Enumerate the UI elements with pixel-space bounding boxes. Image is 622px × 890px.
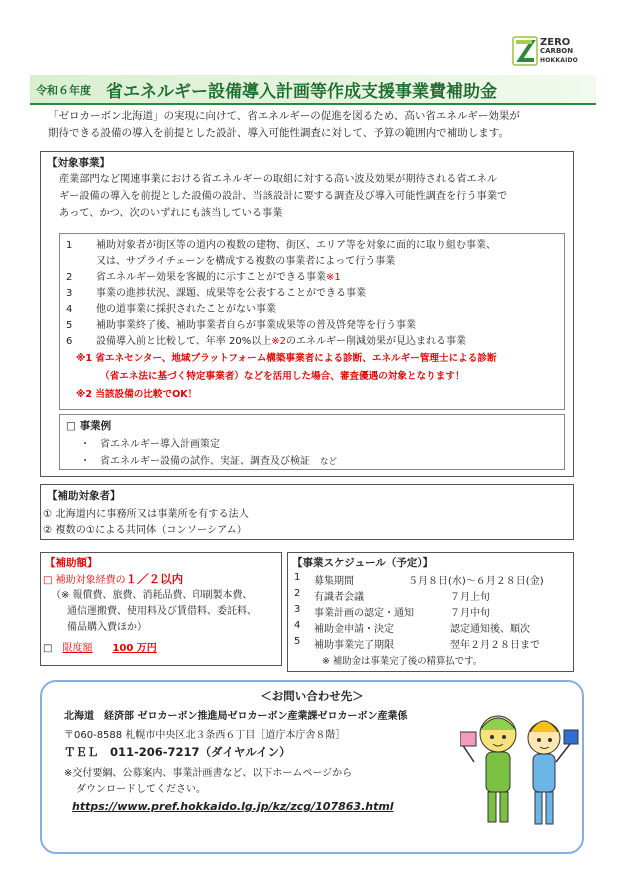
condition-text-wrap	[96, 334, 466, 350]
amount-rate-value: １／２以内	[125, 572, 184, 586]
amount-box	[40, 552, 282, 666]
example-item: ・ 省エネルギー設備の試作、実証、調査及び検証	[80, 456, 310, 467]
recipient-item: ① 北海道内に事務所又は事業所を有する法人	[43, 509, 249, 520]
recipients-box	[40, 484, 574, 540]
intro-line1: 「ゼロカーボン北海道」の実現に向けて、省エネルギーの促進を図るため、高い省エネルギー効果が	[48, 110, 520, 122]
mascot-illustration	[460, 692, 580, 847]
note-mark-1: ※1	[326, 272, 341, 283]
target-description	[59, 171, 571, 222]
example-item: ・ 省エネルギー導入計画策定	[80, 439, 220, 450]
contact-url-link[interactable]: https://www.pref.hokkaido.lg.jp/kz/zcg/107863.html	[72, 800, 394, 813]
schedule-heading: 【事業スケジュール（予定）】	[292, 557, 434, 569]
target-desc-line1: 産業部門など関連事業における省エネルギーの取組に対する高い波及効果が期待される省エネル	[59, 174, 498, 185]
condition-text: 事業の進捗状況、課題、成果等を公表することができる事業	[96, 288, 366, 299]
recipient-item: ② 複数の①による共同体（コンソーシアム）	[43, 525, 247, 536]
schedule-num: 3	[294, 604, 301, 615]
contact-phone: ＴＥＬ 011-206-7217（ダイヤルイン）	[64, 745, 291, 759]
condition-number: 5	[66, 320, 73, 331]
logo-line3: HOKKAIDO	[540, 57, 578, 64]
schedule-box	[287, 552, 574, 672]
zero-carbon-logo-icon	[512, 36, 538, 66]
contact-note-line1: ※交付要綱、公募案内、事業計画書など、以下ホームページから	[64, 768, 353, 779]
condition-text: 省エネルギー効果を客観的に示すことができる事業	[96, 272, 326, 283]
schedule-value: ５月８日(水)～６月２８日(金)	[408, 576, 544, 587]
schedule-note: ※ 補助金は事業完了後の精算払です。	[322, 656, 483, 667]
intro-line2: 期待できる設備の導入を前提とした設計、導入可能性調査に対して、予算の範囲内で補助します。	[48, 127, 509, 139]
amount-expenses-line3: 備品購入費ほか）	[67, 622, 147, 633]
schedule-label: 募集期間	[314, 576, 354, 587]
schedule-num: 1	[294, 572, 301, 583]
page-title: 省エネルギー設備導入計画等作成支援事業費補助金	[106, 82, 497, 102]
examples-heading: □ 事業例	[66, 420, 112, 432]
amount-rate-prefix: □ 補助対象経費の	[43, 575, 126, 586]
logo-line2: CARBON	[540, 47, 574, 55]
schedule-value: ７月上旬	[450, 592, 490, 603]
condition-text-wrap	[96, 270, 341, 286]
condition-text: 他の道事業に採択されたことがない事業	[96, 304, 276, 315]
schedule-num: 2	[294, 588, 301, 599]
title-year: 令和６年度	[36, 84, 91, 97]
condition-text: 設備導入前と比較して、年率 20%以上	[96, 336, 272, 347]
intro-text	[48, 108, 588, 142]
target-desc-line2: ギー設備の導入を前提とした設備の設計、当該設計に要する調査及び導入可能性調査を行う事業で	[59, 191, 508, 202]
recipients-heading: 【補助対象者】	[47, 490, 121, 502]
amount-rate	[43, 571, 183, 589]
amount-limit-label: 限度額	[62, 643, 93, 654]
note-mark-2: ※2	[271, 336, 286, 347]
condition-number: 1	[66, 240, 73, 251]
schedule-num: 5	[294, 636, 301, 647]
title-banner	[30, 75, 596, 105]
target-heading: 【対象事業】	[47, 157, 110, 169]
examples-box	[59, 414, 565, 470]
condition-number: 2	[66, 272, 73, 283]
condition-number: 4	[66, 304, 73, 315]
condition-text: 補助事業終了後、補助事業者自らが事業成果等の普及啓発等を行う事業	[96, 320, 416, 331]
conditions-box	[59, 233, 565, 410]
condition-text: 又は、サプライチェーンを構成する複数の事業者によって行う事業	[96, 256, 396, 267]
condition-text: 補助対象者が街区等の道内の複数の建物、街区、エリア等を対象に面的に取り組む事業、	[96, 240, 496, 251]
contact-note-line2: ダウンロードしてください。	[76, 784, 206, 795]
amount-limit	[43, 641, 157, 657]
amount-heading: 【補助額】	[45, 557, 98, 569]
note-2: ※2 当該設備の比較でOK！	[76, 389, 198, 400]
amount-expenses-line2: 通信運搬費、使用料及び賃借料、委託料、	[67, 606, 257, 617]
schedule-label: 事業計画の認定・通知	[314, 608, 414, 619]
example-suffix: など	[320, 457, 338, 467]
schedule-value: ７月中旬	[450, 608, 490, 619]
schedule-num: 4	[294, 620, 301, 631]
amount-limit-box: □	[43, 643, 53, 654]
example-item-wrap	[80, 452, 337, 467]
contact-box	[40, 680, 584, 854]
schedule-label: 有識者会議	[314, 592, 364, 603]
logo-line1: ZERO	[540, 37, 571, 48]
contact-address: 〒060-8588 札幌市中央区北３条西６丁目［道庁本庁舎８階］	[64, 730, 346, 741]
contact-organization: 北海道 経済部 ゼロカーボン推進局ゼロカーボン産業課ゼロカーボン産業係	[64, 711, 408, 722]
condition-number: 6	[66, 336, 73, 347]
note-1-line1: ※1 省エネセンター、地域プラットフォーム構築事業者による診断、エネルギー管理士による診断	[76, 353, 497, 364]
amount-limit-value: 100 万円	[112, 643, 157, 654]
target-desc-line3: あって、かつ、次のいずれにも該当している事業	[59, 208, 283, 219]
amount-expenses-line1: （※ 報償費、旅費、消耗品費、印刷製本費、	[51, 590, 253, 601]
condition-text: のエネルギー削減効果が見込まれる事業	[285, 336, 466, 347]
contact-heading: ＜お問い合わせ先＞	[260, 689, 364, 703]
schedule-label: 補助事業完了期限	[314, 640, 394, 651]
schedule-value: 認定通知後、順次	[450, 624, 530, 635]
schedule-value: 翌年２月２８日まで	[450, 640, 540, 651]
zero-carbon-logo	[512, 34, 584, 70]
condition-number: 3	[66, 288, 73, 299]
schedule-label: 補助金申請・決定	[314, 624, 394, 635]
note-1-line2: （省エネ法に基づく特定事業者）などを活用した場合、審査優遇の対象となります！	[100, 371, 465, 382]
